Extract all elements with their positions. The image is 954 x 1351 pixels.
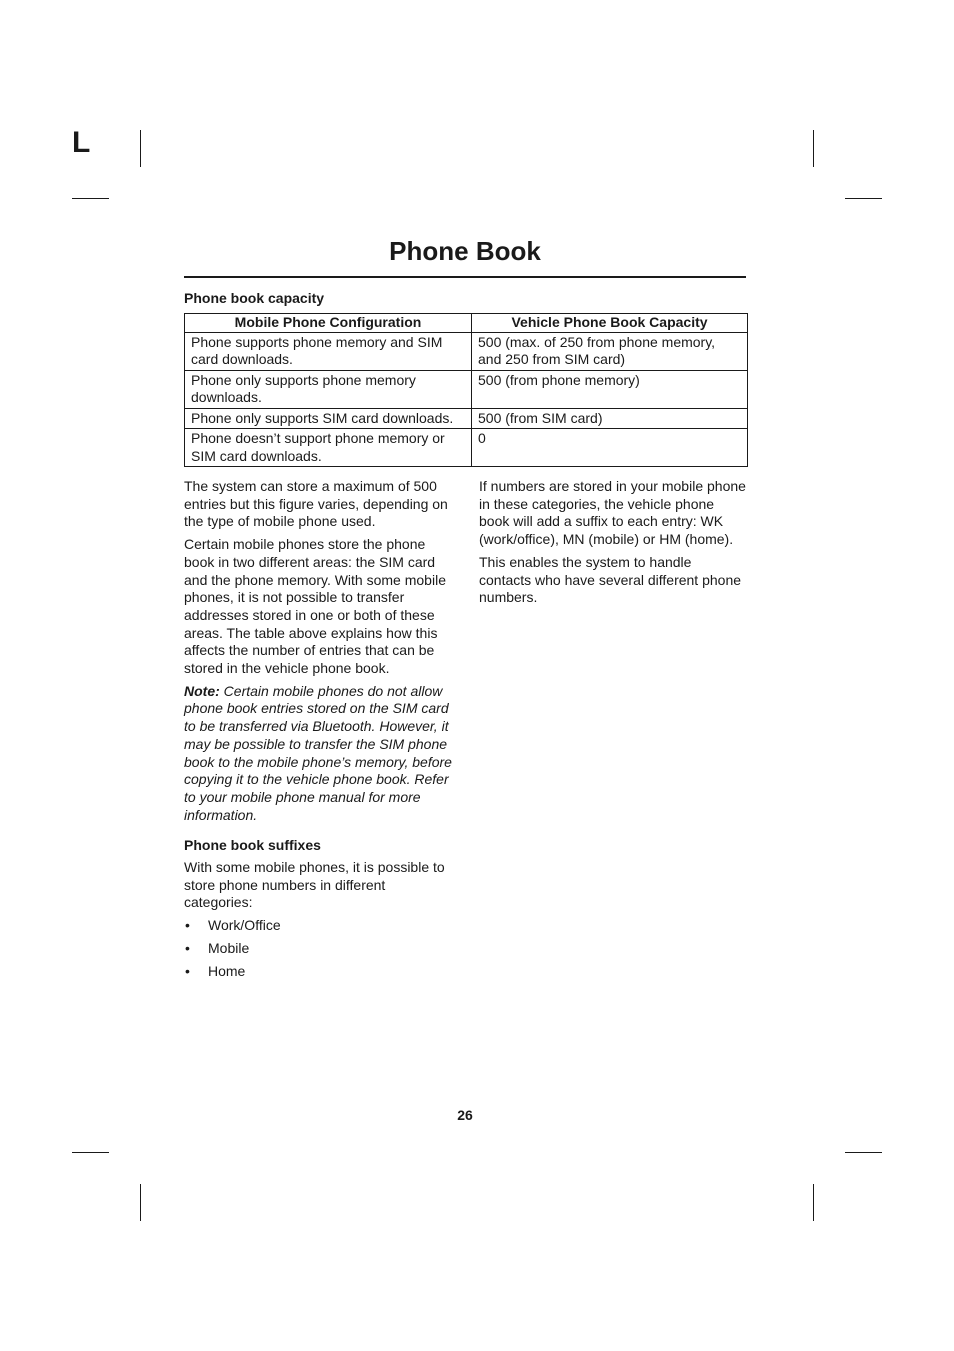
body-paragraph: With some mobile phones, it is possible to store phone numbers in different categories: [184,859,445,911]
capacity-table [184,313,748,467]
table-header-row [185,314,748,333]
crop-mark-bottom-right-horizontal [845,1152,882,1153]
table-cell: Phone only supports SIM card downloads. [185,408,472,429]
suffixes-heading: Phone book suffixes [184,837,321,854]
table-cell: Phone doesn’t support phone memory or SIM card downloads. [185,429,472,467]
page-number: 26 [457,1107,473,1123]
crop-mark-top-left-horizontal [72,198,109,199]
table-cell: 500 (from SIM card) [472,408,748,429]
list-item [184,917,452,935]
bullet-icon: • [185,962,190,979]
list-item [184,963,452,981]
body-paragraph: If numbers are stored in your mobile phone in these categories, the vehicle phone book will add a suffix to each entry: WK (work/office), MN (mobile) or HM (home). [479,478,746,548]
right-text-column [479,478,747,612]
note-text: Certain mobile phones do not allow phone book entries stored on the SIM card to be transferred via Bluetooth. However, it may be possible to transfer the SIM phone book to the mobile phone’s memory, before copying it to the vehicle phone book. Refer to your mobile phone manual for more information. [184,682,452,823]
table-row [185,370,748,408]
body-paragraph: This enables the system to handle contacts who have several different phone numbers. [479,553,742,606]
capacity-heading: Phone book capacity [184,290,325,306]
list-item-label: Home [208,962,246,979]
crop-mark-top-right-vertical [813,130,814,167]
table-header-cell: Vehicle Phone Book Capacity [472,314,748,333]
crop-mark-bottom-right-vertical [813,1184,814,1221]
list-item-label: Mobile [208,939,250,956]
table-cell: 500 (from phone memory) [472,370,748,408]
crop-mark-top-right-horizontal [845,198,882,199]
table-header-cell: Mobile Phone Configuration [185,314,472,333]
bullet-icon: • [185,917,190,934]
table-row [185,429,748,467]
bullet-icon: • [185,939,190,956]
crop-mark-bottom-left-horizontal [72,1152,109,1153]
category-list [184,917,452,980]
corner-section-letter: L [72,126,91,159]
table-row [185,332,748,370]
body-paragraph: The system can store a maximum of 500 entries but this figure varies, depending on the type of mobile phone used. [184,478,448,530]
note-paragraph [184,683,452,825]
title-rule [184,276,746,278]
list-item [184,940,452,958]
crop-mark-bottom-left-vertical [140,1184,141,1221]
table-cell: Phone only supports phone memory downloads. [185,370,472,408]
table-cell: 0 [472,429,748,467]
table-cell: Phone supports phone memory and SIM card downloads. [185,332,472,370]
table-row [185,408,748,429]
body-paragraph: Certain mobile phones store the phone book in two different areas: the SIM card and the phone memory. With some mobile phones, it is not possible to transfer addresses stored in one or both of these areas. The table above explains how this affects the number of entries that can be stored in the vehicle phone book. [184,536,446,677]
left-text-column [184,478,452,985]
list-item-label: Work/Office [208,917,281,934]
crop-mark-top-left-vertical [140,130,141,167]
note-label: Note: [184,682,220,699]
page-title: Phone Book [389,236,541,266]
table-cell: 500 (max. of 250 from phone memory, and 250 from SIM card) [472,332,748,370]
